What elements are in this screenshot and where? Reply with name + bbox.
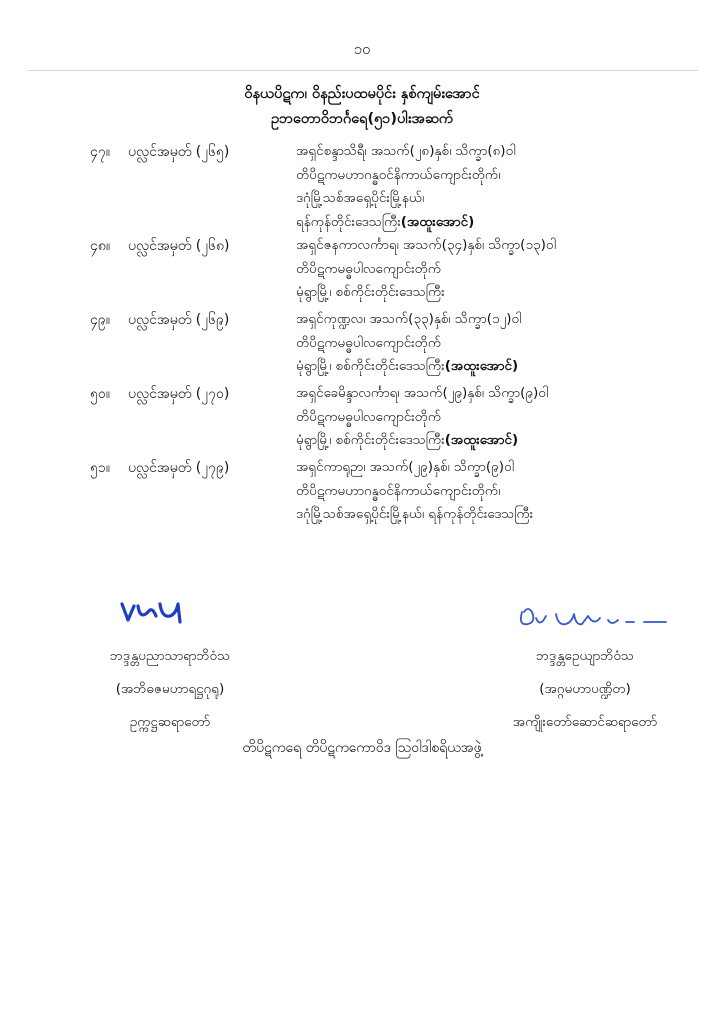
list-item [0, 234, 724, 308]
left-signatory [70, 640, 270, 739]
entry-details [296, 456, 696, 527]
page-number: ၁၀ [353, 40, 371, 58]
list-item [0, 456, 724, 530]
entry-line: မုံရွာမြို့၊ စစ်ကိုင်းတိုင်းဒေသကြီး [296, 284, 445, 300]
distinction-label: (အထူးအောင်) [444, 358, 519, 374]
entry-seat-number: ပလ္လင်အမှတ် (၂၇၀) [128, 386, 230, 402]
signatory-name: ဘဒ္ဒန္တဥေယျာဘိဝံသ [536, 648, 634, 664]
organization-name: တိပိဋကရေ တိပိဋကကောဝိဒ ဩဝါဒါစရိယအဖွဲ့ [242, 740, 482, 756]
entry-line: တိပိဋကမဓ္ဓပါလကျောင်းတိုက် [296, 334, 442, 351]
entry-details [296, 308, 696, 379]
entry-line: ဒဂုံမြို့သစ်အရှေ့ပိုင်းမြို့နယ်၊ [296, 190, 425, 206]
entry-seat-number: ပလ္လင်အမှတ် (၂၇၉) [128, 460, 230, 476]
entry-seat-number: ပလ္လင်အမှတ် (၂၆၈) [128, 238, 230, 254]
entry-line: မုံရွာမြို့၊ စစ်ကိုင်းတိုင်းဒေသကြီး(အထူးအောင်) [296, 358, 519, 374]
list-item [0, 382, 724, 456]
header-rule [28, 70, 698, 71]
signatory-name: ဘဒ္ဒန္တပညာသာရာဘိဝံသ [109, 648, 231, 664]
left-signature-mark [118, 598, 188, 626]
entry-line: အရှင်ဇနကာလင်္ကာရ၊ အသက်(၃၄)နှစ်၊ သိက္ခာ(၁၃)ဝါ [296, 237, 556, 253]
document-heading [0, 82, 724, 132]
entry-line: အရှင်စန္ဒာသိရီ၊ အသက်(၂၈)နှစ်၊ သိက္ခာ(၈)ဝါ [296, 143, 516, 159]
signatory-role: အကျိုးတော်ဆောင်ဆရာတော် [512, 714, 658, 730]
entry-line: အရှင်ခေမိန္ဒာလင်္ကာရ၊ အသက်(၂၉)နှစ်၊ သိက္ခာ(၉)ဝါ [296, 385, 549, 401]
entry-line: ရန်ကုန်တိုင်းဒေသကြီး(အထူးအောင်) [296, 213, 475, 230]
entry-details [296, 140, 696, 234]
entry-seat-number: ပလ္လင်အမှတ် (၂၆၅) [128, 144, 230, 160]
entry-line: မုံရွာမြို့၊ စစ်ကိုင်းတိုင်းဒေသကြီး(အထူးအောင်) [296, 432, 519, 448]
entry-line: ဒဂုံမြို့သစ်အရှေ့ပိုင်းမြို့နယ်၊ ရန်ကုန်တိုင်းဒေသကြီး [296, 506, 534, 522]
entry-number: ၄၈။ [90, 238, 111, 254]
signatory-title: (အဘိဓဇမဟာရဋ္ဌဂုရု) [115, 681, 225, 697]
entry-line: အရှင်ကာရုဉာ၊ အသက်(၂၉)နှစ်၊ သိက္ခာ(၉)ဝါ [296, 459, 514, 475]
entry-seat-number: ပလ္လင်အမှတ် (၂၆၉) [128, 312, 230, 328]
entry-number: ၄၉။ [90, 312, 110, 328]
results-list [0, 140, 724, 530]
list-item [0, 308, 724, 382]
entry-details [296, 234, 696, 305]
signatory-title: (အဂ္ဂမဟာပဏ္ဍိတ) [539, 681, 631, 697]
distinction-label: (အထူးအောင်) [400, 213, 475, 230]
right-signatory [470, 640, 700, 739]
entry-line: တိပိဋကမဟာဂန္ဓဝင်နိကာယ်ကျောင်းတိုက်၊ [296, 482, 501, 499]
entry-details [296, 382, 696, 453]
list-item [0, 140, 724, 234]
entry-number: ၅၁။ [90, 460, 110, 476]
heading-line-1: ဝိနယပိဋက၊ ဝိနည်းပထမပိုင်း နှစ်ကျမ်းအောင် [244, 86, 480, 102]
entry-line: တိပိဋကမဓ္ဓပါလကျောင်းတိုက် [296, 260, 442, 277]
entry-line: တိပိဋကမဓ္ဓပါလကျောင်းတိုက် [296, 408, 442, 425]
entry-line: အရှင်ကုဏ္ဍလ၊ အသက်(၃၃)နှစ်၊ သိက္ခာ(၁၂)ဝါ [296, 311, 522, 327]
entry-line: တိပိဋကမဟာဂန္ဓဝင်နိကာယ်ကျောင်းတိုက်၊ [296, 166, 501, 183]
entry-number: ၄၇။ [90, 144, 110, 160]
entry-number: ၅၀။ [90, 386, 110, 402]
signatory-role: ဥက္ကဋ္ဌဆရာတော် [129, 714, 211, 730]
heading-line-2: ဥဘတောဝိဘင်္ဂရေ(၅၁)ပါးအဆက် [270, 111, 454, 127]
right-signature-mark [516, 604, 676, 638]
distinction-label: (အထူးအောင်) [444, 432, 519, 448]
